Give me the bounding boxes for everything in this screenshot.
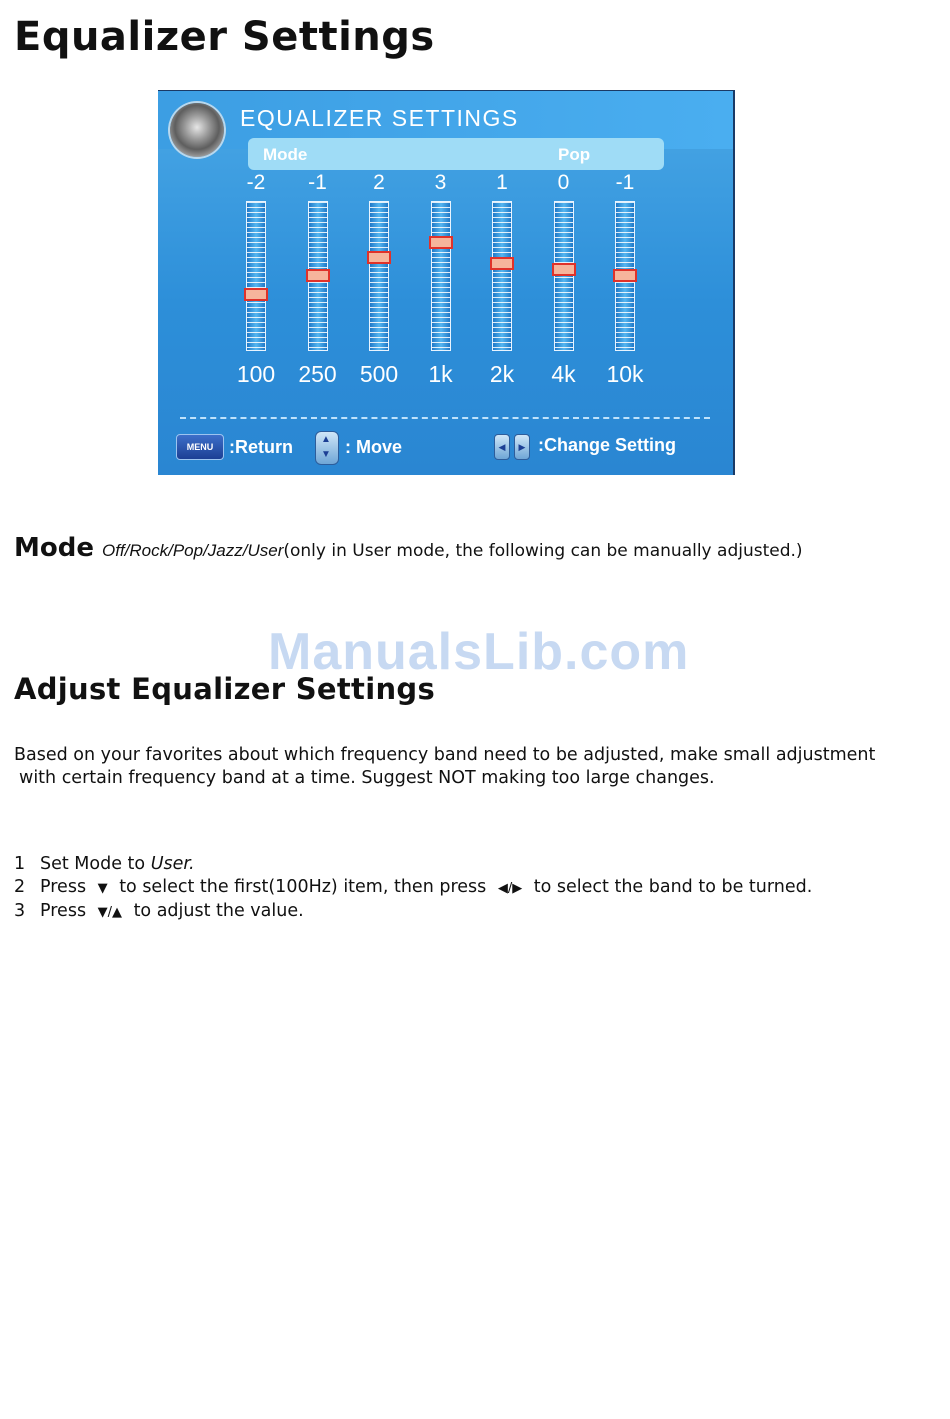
eq-slider-track[interactable] bbox=[492, 201, 512, 351]
equalizer-osd-screen bbox=[158, 90, 735, 475]
paragraph-line-1: Based on your favorites about which frequency band need to be adjusted, make small adjustment bbox=[14, 745, 876, 765]
eq-band-1k[interactable] bbox=[411, 91, 471, 391]
menu-key-icon: MENU bbox=[176, 434, 224, 460]
adjust-paragraph bbox=[14, 744, 934, 790]
eq-band-frequency: 250 bbox=[298, 361, 337, 387]
right-arrow-icon: ▶ bbox=[514, 434, 530, 460]
left-arrow-icon: ◀ bbox=[494, 434, 510, 460]
eq-band-value: -1 bbox=[615, 171, 635, 194]
eq-slider-handle[interactable] bbox=[367, 251, 391, 264]
down-arrow-icon: ▼ bbox=[97, 881, 108, 896]
step-text: to adjust the value. bbox=[128, 901, 304, 921]
eq-band-100[interactable] bbox=[226, 91, 286, 391]
step-2 bbox=[14, 876, 812, 900]
watermark: ManualsLib.com bbox=[268, 623, 690, 681]
eq-band-frequency: 100 bbox=[236, 361, 276, 387]
step-number: 2 bbox=[14, 877, 26, 897]
eq-band-value: -2 bbox=[246, 171, 266, 194]
mode-row-label: Mode bbox=[263, 145, 308, 164]
mode-row-value: Pop bbox=[558, 145, 591, 164]
move-hint: : Move bbox=[345, 437, 403, 457]
eq-slider-handle[interactable] bbox=[306, 269, 330, 282]
eq-band-value: 3 bbox=[434, 171, 447, 194]
osd-title: EQUALIZER SETTINGS bbox=[240, 105, 519, 131]
step-1 bbox=[14, 853, 812, 876]
change-setting-hint: :Change Setting bbox=[538, 435, 676, 455]
eq-band-value: 0 bbox=[557, 171, 570, 194]
mode-heading: Mode bbox=[14, 533, 94, 563]
eq-band-2k[interactable] bbox=[472, 91, 532, 391]
eq-band-frequency: 2k bbox=[489, 361, 515, 387]
eq-slider-handle[interactable] bbox=[490, 257, 514, 270]
eq-slider-track[interactable] bbox=[431, 201, 451, 351]
eq-band-4k[interactable] bbox=[534, 91, 594, 391]
down-up-arrow-icon: ▼/▲ bbox=[97, 905, 122, 920]
eq-slider-handle[interactable] bbox=[429, 236, 453, 249]
eq-band-500[interactable] bbox=[349, 91, 409, 391]
step-3 bbox=[14, 900, 812, 924]
eq-band-frequency: 1k bbox=[428, 361, 453, 387]
step-number: 3 bbox=[14, 901, 26, 921]
step-text: to select the band to be turned. bbox=[528, 877, 813, 897]
eq-slider-track[interactable] bbox=[369, 201, 389, 351]
mode-line bbox=[14, 533, 803, 563]
eq-band-10k[interactable] bbox=[595, 91, 655, 391]
page-heading: Equalizer Settings bbox=[14, 14, 435, 60]
step-number: 1 bbox=[14, 854, 26, 874]
eq-slider-track[interactable] bbox=[246, 201, 266, 351]
up-down-arrows-icon: ▲ ▼ bbox=[315, 431, 339, 465]
eq-slider-handle[interactable] bbox=[613, 269, 637, 282]
step-text: to select the first(100Hz) item, then press bbox=[113, 877, 492, 897]
step-text-italic: User. bbox=[150, 854, 195, 874]
eq-band-frequency: 10k bbox=[606, 361, 644, 387]
return-hint: :Return bbox=[229, 437, 293, 457]
osd-divider bbox=[180, 417, 710, 419]
step-text: Press bbox=[40, 901, 92, 921]
left-right-arrow-icon: ◀/▶ bbox=[497, 881, 523, 896]
mode-options: Off/Rock/Pop/Jazz/User bbox=[101, 541, 284, 560]
eq-band-frequency: 500 bbox=[359, 361, 399, 387]
speaker-icon bbox=[170, 103, 224, 157]
eq-band-250[interactable] bbox=[288, 91, 348, 391]
adjust-heading: Adjust Equalizer Settings bbox=[14, 672, 436, 706]
eq-slider-handle[interactable] bbox=[552, 263, 576, 276]
eq-slider-handle[interactable] bbox=[244, 288, 268, 301]
mode-note: (only in User mode, the following can be manually adjusted.) bbox=[283, 541, 803, 561]
step-text: Set Mode to bbox=[40, 854, 151, 874]
paragraph-line-2: with certain frequency band at a time. Suggest NOT making too large changes. bbox=[19, 768, 715, 788]
eq-band-value: 1 bbox=[496, 171, 508, 194]
step-text: Press bbox=[40, 877, 92, 897]
eq-band-value: 2 bbox=[373, 171, 385, 194]
eq-band-value: -1 bbox=[308, 171, 327, 194]
steps-list bbox=[14, 853, 812, 924]
eq-band-frequency: 4k bbox=[551, 361, 576, 387]
